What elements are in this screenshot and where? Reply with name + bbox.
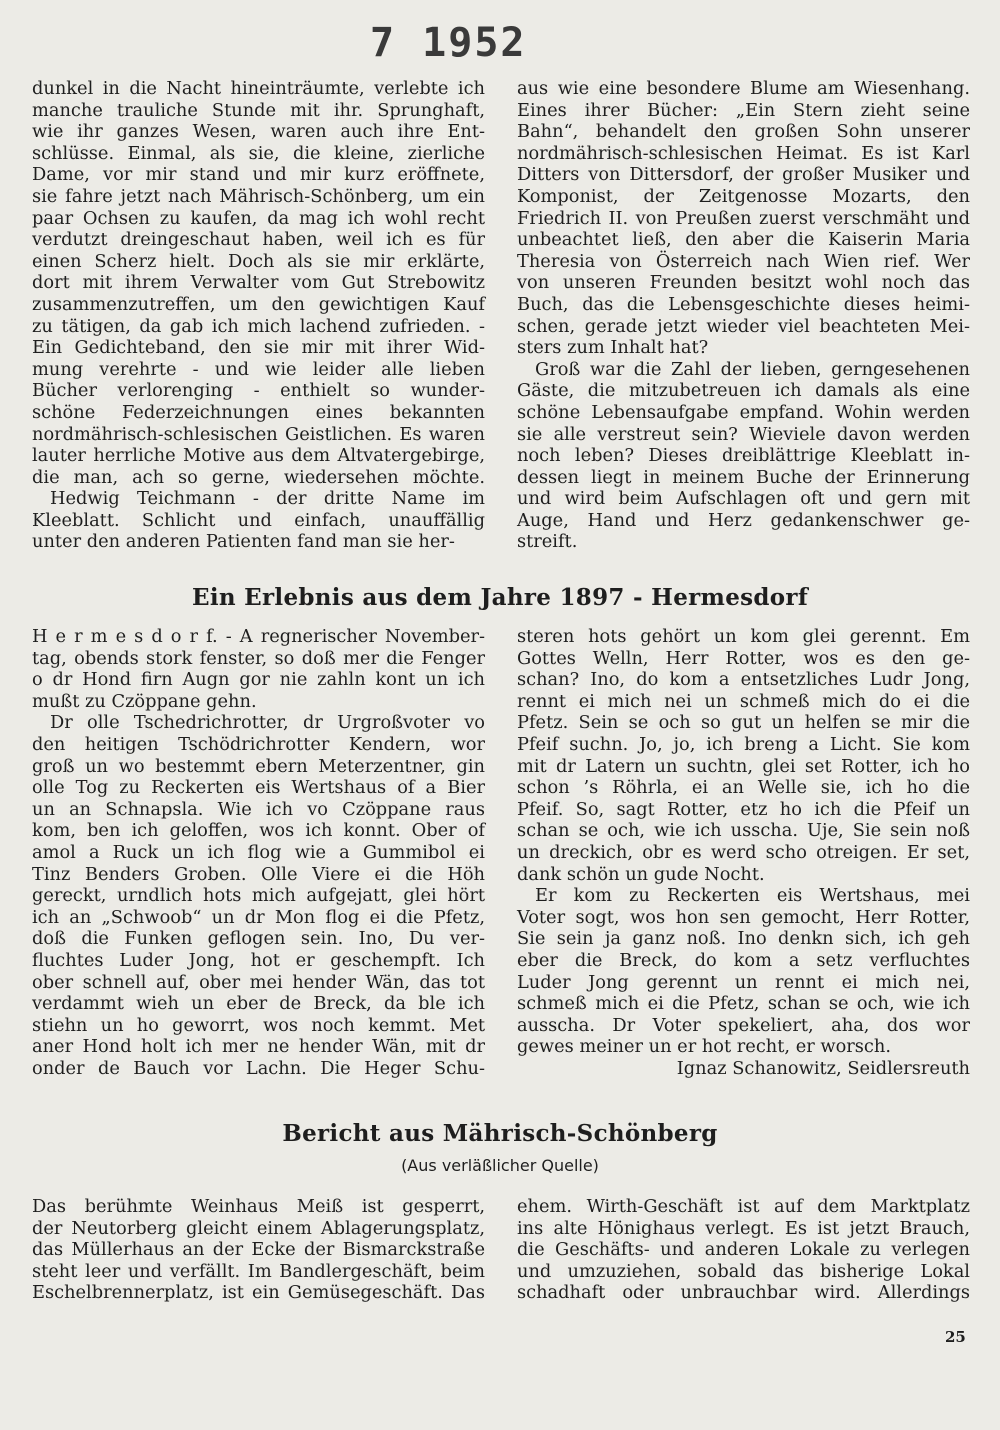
text-line: Dame, vor mir stand und mir kurz eröffnete, xyxy=(32,164,485,186)
text-line: ich an „Schwoob“ un dr Mon flog ei die Pfetz, xyxy=(32,906,485,928)
text-line: Bücher verlorenging - enthielt so wunder- xyxy=(32,380,485,402)
text-line: kom, ben ich geloffen, wos ich konnt. Ober of xyxy=(32,820,485,842)
text-line: Eschelbrennerplatz, ist ein Gemüsegeschäft. Das xyxy=(32,1282,485,1304)
text-line: schöne Federzeichnungen eines bekannten xyxy=(32,401,485,423)
top-columns xyxy=(32,78,970,553)
text-line: mung verehrte - und wie leider alle lieben xyxy=(32,358,485,380)
text-line: Groß war die Zahl der lieben, gerngesehenen xyxy=(535,358,970,380)
mid-left-column xyxy=(32,626,485,1079)
text-line: wie ihr ganzes Wesen, waren auch ihre Ent- xyxy=(32,121,485,143)
text-line: steht leer und verfällt. Im Bandlergeschäft, beim xyxy=(32,1260,485,1282)
text-line: Sie sein ja ganz noß. Ino denkn sich, ich geh xyxy=(517,928,970,950)
text-line: ehem. Wirth-Geschäft ist auf dem Marktplatz xyxy=(517,1196,970,1217)
mid-columns xyxy=(32,626,970,1079)
text-line: schan? Ino, do kom a entsetzliches Ludr Jong, xyxy=(517,669,970,691)
bottom-columns xyxy=(32,1196,970,1304)
text-line: nordmährisch-schlesischen Heimat. Es ist Karl xyxy=(517,142,970,164)
text-line: und umzuziehen, sobald das bisherige Lokal xyxy=(517,1260,970,1282)
text-line: das Müllerhaus an der Ecke der Bismarckstraße xyxy=(32,1239,485,1261)
text-line: Bahn“, behandelt den großen Sohn unserer xyxy=(517,121,970,143)
author-signature: Ignaz Schanowitz, Seidlersreuth xyxy=(676,1057,970,1079)
text-line: Ein Gedichteband, den sie mir mit ihrer Wid- xyxy=(32,337,485,359)
text-line: dort mit ihrem Verwalter vom Gut Strebowitz xyxy=(32,272,485,294)
text-line: Pfeif. So, sagt Rotter, etz ho ich die Pfeif un xyxy=(517,798,970,820)
text-line: manche trauliche Stunde mit ihr. Sprunghaft, xyxy=(32,99,485,121)
text-line: schöne Lebensaufgabe empfand. Wohin werden xyxy=(517,401,970,423)
text-line: Tinz Benders Groben. Olle Viere ei die Höh xyxy=(32,863,485,885)
text-line: schadhaft oder unbrauchbar wird. Allerdings xyxy=(517,1282,970,1304)
text-line: den heitigen Tschödrichrotter Kendern, wor xyxy=(32,733,485,755)
text-line: dessen liegt in meinem Buche der Erinnerung xyxy=(517,466,970,488)
text-line: schon ’s Röhrla, ei an Welle sie, ich ho die xyxy=(517,777,970,799)
page-mark: 7 1952 xyxy=(370,20,527,66)
text-line: Luder Jong gerennt un rennt ei mich nei, xyxy=(517,971,970,993)
text-line: Gottes Welln, Herr Rotter, wos es den ge- xyxy=(517,647,970,669)
text-line: Ditters von Dittersdorf, der großer Musiker und xyxy=(517,164,970,186)
text-line: schlüsse. Einmal, als sie, die kleine, zierliche xyxy=(32,142,485,164)
text-line: onder de Bauch vor Lachn. Die Heger Schu- xyxy=(32,1057,485,1079)
text-line: H e r m e s d o r f. - A regnerischer November- xyxy=(32,626,485,647)
text-line: nordmährisch-schlesischen Geistlichen. Es waren xyxy=(32,423,485,445)
mid-right-column xyxy=(517,626,970,1079)
text-line: Eines ihrer Bücher: „Ein Stern zieht seine xyxy=(517,99,970,121)
text-line: ausscha. Dr Voter spekeliert, aha, dos wor xyxy=(517,1014,970,1036)
text-line: eber die Breck, do kom a setz verfluchtes xyxy=(517,949,970,971)
top-left-column xyxy=(32,78,485,553)
text-line: Voter sogt, wos hon sen gemocht, Herr Rotter, xyxy=(517,906,970,928)
text-line: doß die Funken geflogen sein. Ino, Du ver- xyxy=(32,928,485,950)
article-heading-bericht: Bericht aus Mährisch-Schönberg xyxy=(282,1120,718,1147)
page-number: 25 xyxy=(945,1328,966,1346)
mid-right-lines xyxy=(517,626,970,1058)
text-line: mit dr Latern un suchtn, glei set Rotter, ich ho xyxy=(517,755,970,777)
text-line: groß un wo bestemmt ebern Meterzentner, gin xyxy=(32,755,485,777)
text-line: un an Schnapsla. Wie ich vo Czöppane raus xyxy=(32,798,485,820)
text-line: Komponist, der Zeitgenosse Mozarts, den xyxy=(517,185,970,207)
text-line: unbeachtet ließ, den aber die Kaiserin Maria xyxy=(517,229,970,251)
text-line: die Geschäfts- und anderen Lokale zu verlegen xyxy=(517,1239,970,1261)
text-line: zusammenzutreffen, um den gewichtigen Kauf xyxy=(32,293,485,315)
text-line: unter den anderen Patienten fand man sie her- xyxy=(32,531,455,553)
text-line: schan se och, wie ich usscha. Uje, Sie sein noß xyxy=(517,820,970,842)
text-line: schen, gerade jetzt wieder viel beachteten Mei- xyxy=(517,315,970,337)
text-line: Dr olle Tschedrichrotter, dr Urgroßvoter vo xyxy=(50,712,485,734)
text-line: Pfeif suchn. Jo, jo, ich breng a Licht. Sie kom xyxy=(517,733,970,755)
text-line: aner Hond holt ich mer ne hender Wän, mit dr xyxy=(32,1036,485,1058)
text-line: und wird beim Aufschlagen oft und gern mit xyxy=(517,488,970,510)
text-line: streift. xyxy=(517,531,578,553)
text-line: rennt ei mich nei un schmeß mich do ei die xyxy=(517,690,970,712)
text-line: noch leben? Dieses dreiblättrige Kleeblatt in- xyxy=(517,445,970,467)
text-line: steren hots gehört un kom glei gerennt. Em xyxy=(517,626,970,647)
text-line: ins alte Hönighaus verlegt. Es ist jetzt Brauch, xyxy=(517,1217,970,1239)
text-line: Gäste, die mitzubetreuen ich damals als eine xyxy=(517,380,970,402)
text-line: Buch, das die Lebensgeschichte dieses heimi- xyxy=(517,293,970,315)
bottom-right-column xyxy=(517,1196,970,1304)
text-line: von unseren Freunden besitzt wohl noch das xyxy=(517,272,970,294)
text-line: Hedwig Teichmann - der dritte Name im xyxy=(50,488,485,510)
text-line: o dr Hond firn Augn gor nie zahln kont un ich xyxy=(32,669,485,691)
article-subheading: (Aus verläßlicher Quelle) xyxy=(401,1156,599,1175)
text-line: die man, ach so gerne, wiedersehen möchte. xyxy=(32,466,485,488)
text-line: verdammt wieh un eber de Breck, da ble ich xyxy=(32,993,485,1015)
text-line: gewes meiner un er hot recht, er worsch. xyxy=(517,1036,891,1058)
text-line: Theresia von Österreich nach Wien rief. Wer xyxy=(517,250,970,272)
bottom-left-column xyxy=(32,1196,485,1304)
text-line: Das berühmte Weinhaus Meiß ist gesperrt, xyxy=(32,1196,485,1217)
text-line: lauter herrliche Motive aus dem Altvatergebirge, xyxy=(32,445,485,467)
text-line: paar Ochsen zu kaufen, da mag ich wohl recht xyxy=(32,207,485,229)
text-line: olle Tog zu Reckerten eis Wertshaus of a Bier xyxy=(32,777,485,799)
text-line: zu tätigen, da gab ich mich lachend zufrieden. - xyxy=(32,315,485,337)
text-line: Auge, Hand und Herz gedankenschwer ge- xyxy=(517,509,970,531)
text-line: der Neutorberg gleicht einem Ablagerungsplatz, xyxy=(32,1217,485,1239)
text-line: sie alle verstreut sein? Wieviele davon werden xyxy=(517,423,970,445)
text-line: stiehn un ho geworrt, wos noch kemmt. Met xyxy=(32,1014,485,1036)
text-line: mußt zu Czöppane gehn. xyxy=(32,690,257,712)
text-line: ober schnell auf, ober mei hender Wän, das tot xyxy=(32,971,485,993)
text-line: einen Scherz hielt. Doch als sie mir erklärte, xyxy=(32,250,485,272)
text-line: Er kom zu Reckerten eis Wertshaus, mei xyxy=(535,885,970,907)
text-line: sie fahre jetzt nach Mährisch-Schönberg, um ein xyxy=(32,185,485,207)
text-line: gereckt, urndlich hots mich aufgejatt, glei hört xyxy=(32,885,485,907)
top-right-column xyxy=(517,78,970,553)
text-line: Pfetz. Sein se och so gut un helfen se mir die xyxy=(517,712,970,734)
text-line: dunkel in die Nacht hineinträumte, verlebte ich xyxy=(32,78,485,99)
text-line: fluchtes Luder Jong, hot er geschempft. Ich xyxy=(32,949,485,971)
text-line: verdutzt dreingeschaut haben, weil ich es für xyxy=(32,229,485,251)
article-heading-hermesdorf: Ein Erlebnis aus dem Jahre 1897 - Hermesdorf xyxy=(191,584,809,611)
text-line: Friedrich II. von Preußen zuerst verschmäht und xyxy=(517,207,970,229)
text-line: un dreckich, obr es werd scho otreigen. Er set, xyxy=(517,841,970,863)
text-line: amol a Ruck un ich flog wie a Gummibol ei xyxy=(32,841,485,863)
text-line: sters zum Inhalt hat? xyxy=(517,337,709,359)
text-line: dank schön un gude Nocht. xyxy=(517,863,765,885)
text-line: Kleeblatt. Schlicht und einfach, unauffällig xyxy=(32,509,485,531)
text-line: aus wie eine besondere Blume am Wiesenhang. xyxy=(517,78,970,99)
text-line: tag, obends stork fenster, so doß mer die Fenger xyxy=(32,647,485,669)
text-line: schmeß mich ei die Pfetz, schan se och, wie ich xyxy=(517,993,970,1015)
